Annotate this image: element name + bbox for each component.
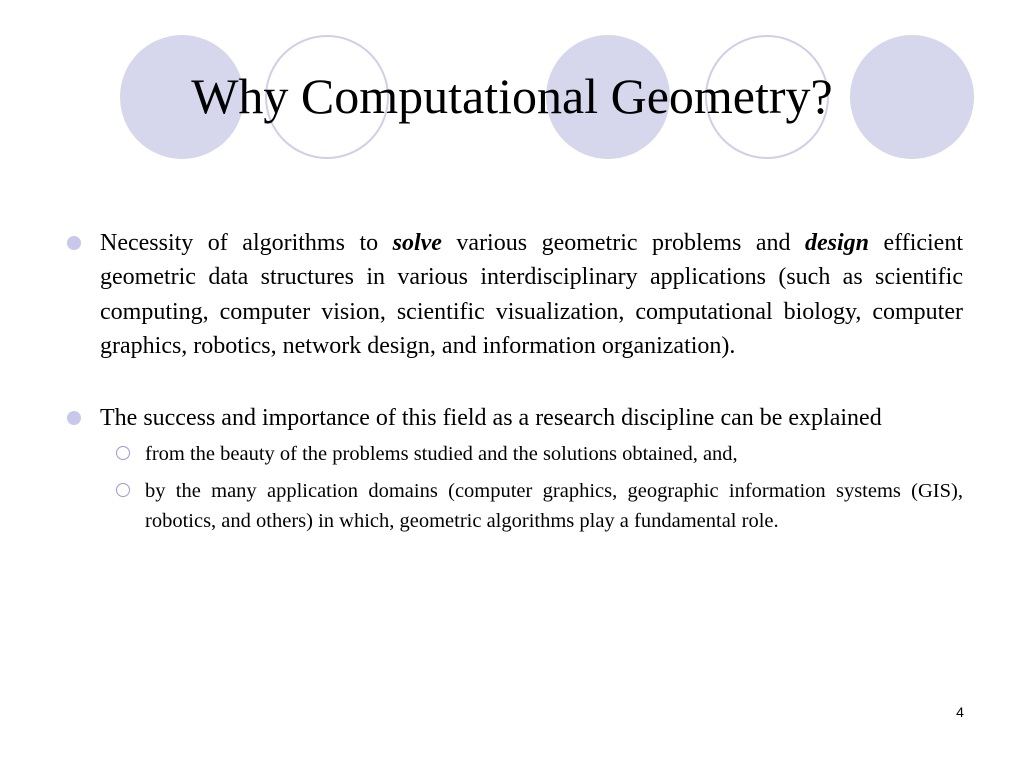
bullet-text: The success and importance of this field as a research discipline can be explained	[100, 405, 882, 432]
bullet-dot-icon	[67, 411, 81, 425]
emphasis-solve: solve	[392, 230, 442, 256]
bullet-ring-icon	[116, 446, 130, 460]
sub-bullet-text: from the beauty of the problems studied and the solutions obtained, and,	[145, 443, 738, 466]
sub-bullet-item	[60, 476, 963, 537]
bullet-item	[60, 401, 963, 537]
bullet-text: Necessity of algorithms to	[100, 230, 393, 256]
bullet-dot-icon	[67, 236, 81, 250]
bullet-text: efficient geometric data structures in various interdisciplinary applications (such as scientific computing, computer vision, scientific visualization, computational biology, computer graphics, robotics, network design, and information organization).	[100, 230, 964, 359]
bullet-text: various geometric problems and	[441, 230, 805, 256]
sub-bullet-list	[100, 439, 963, 537]
emphasis-design: design	[804, 230, 869, 256]
bullet-ring-icon	[116, 483, 130, 497]
sub-bullet-item	[60, 439, 963, 470]
sub-bullet-text: by the many application domains (computer graphics, geographic information systems (GIS), robotics, and others) in which, geometric algorithms play a fundamental role.	[145, 479, 963, 533]
slide-body	[60, 226, 963, 537]
page-number: 4	[956, 704, 964, 720]
slide-title: Why Computational Geometry?	[191, 68, 833, 124]
bullet-item	[60, 226, 963, 363]
